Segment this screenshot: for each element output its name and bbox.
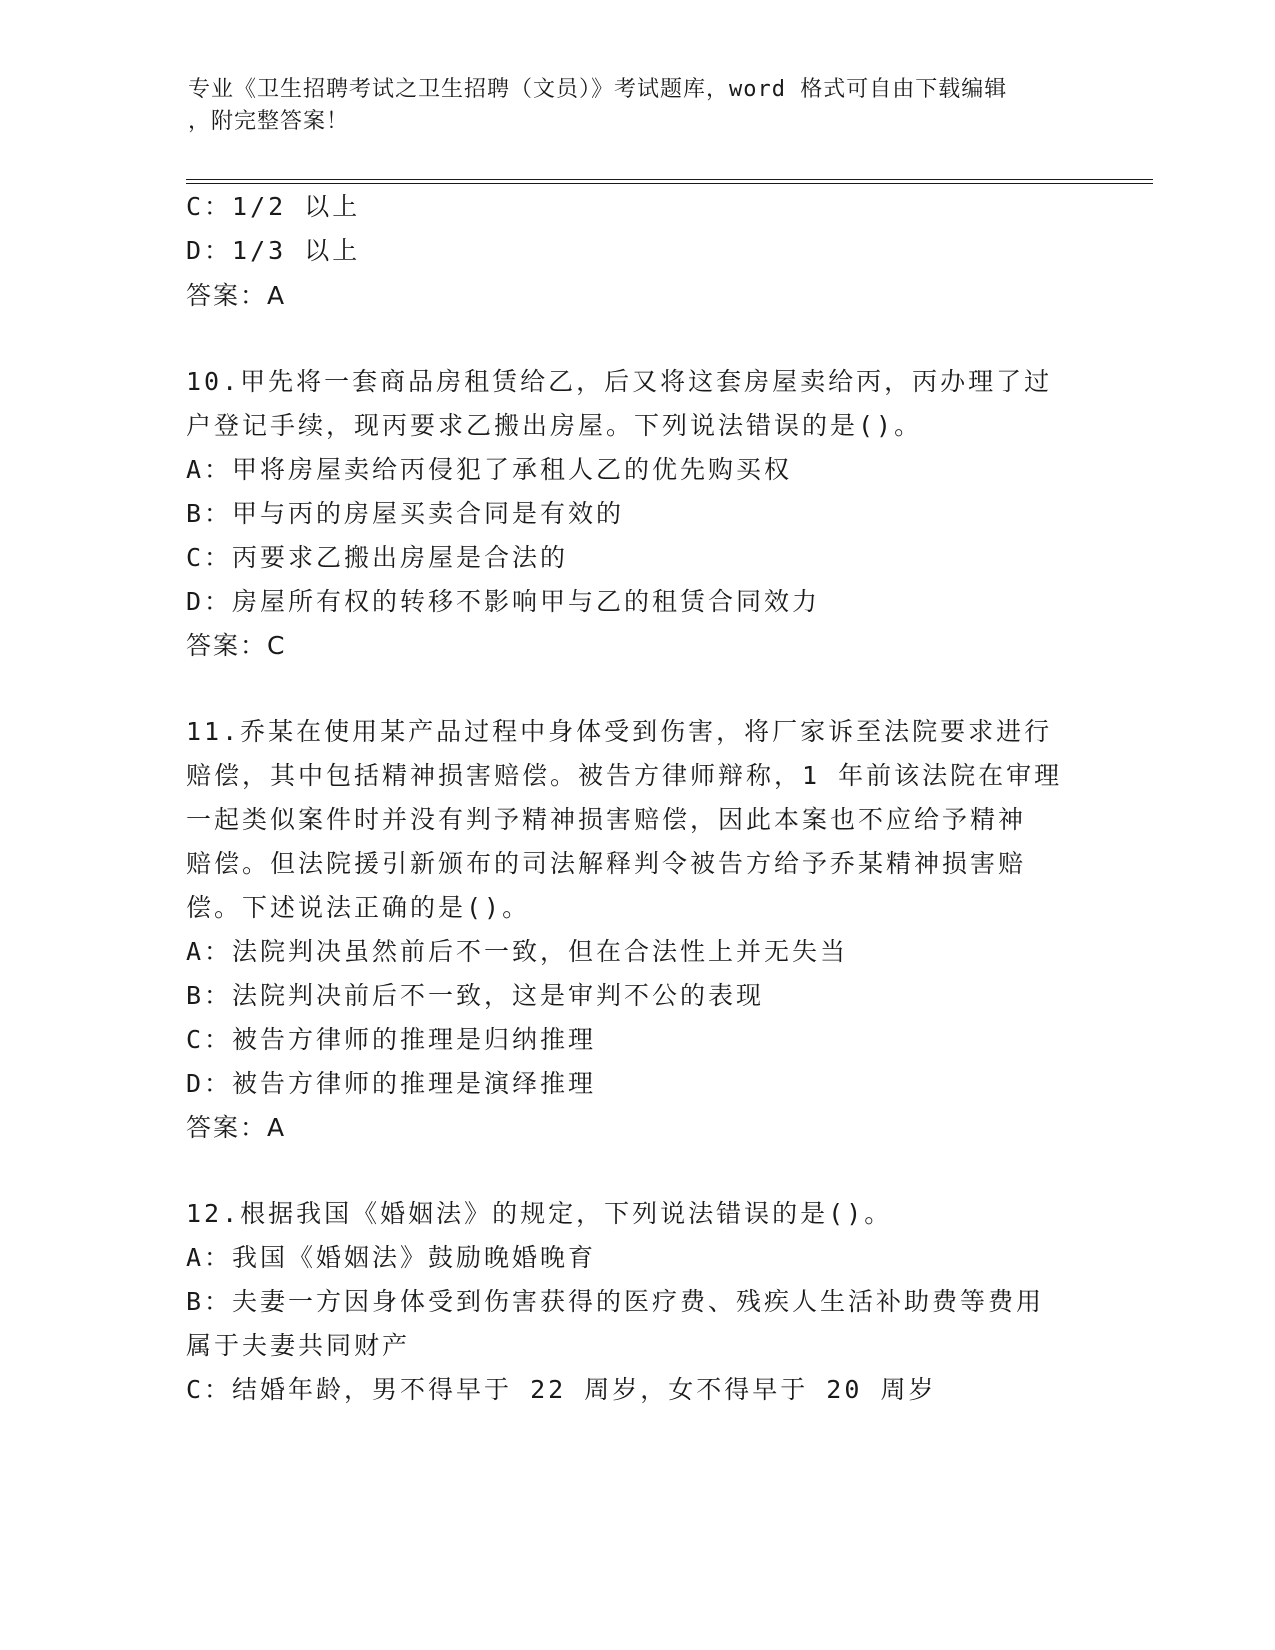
q12-stem-line-1: 12.根据我国《婚姻法》的规定，下列说法错误的是()。 bbox=[186, 1199, 893, 1228]
q11-stem-line-2: 赔偿，其中包括精神损害赔偿。被告方律师辩称，1 年前该法院在审理 bbox=[186, 761, 1063, 790]
q9-answer: 答案：A bbox=[186, 281, 287, 310]
q9-option-d: D：1/3 以上 bbox=[186, 236, 361, 265]
q11-option-a: A：法院判决虽然前后不一致，但在合法性上并无失当 bbox=[186, 937, 849, 966]
q12-option-b-line-2: 属于夫妻共同财产 bbox=[186, 1331, 411, 1360]
header-rule-bottom bbox=[186, 183, 1153, 184]
q10-option-a: A：甲将房屋卖给丙侵犯了承租人乙的优先购买权 bbox=[186, 455, 793, 484]
q10-option-c: C：丙要求乙搬出房屋是合法的 bbox=[186, 543, 569, 572]
q10-stem-line-2: 户登记手续，现丙要求乙搬出房屋。下列说法错误的是()。 bbox=[186, 411, 923, 440]
q11-stem-line-5: 偿。下述说法正确的是()。 bbox=[186, 893, 531, 922]
q11-answer: 答案：A bbox=[186, 1113, 287, 1142]
q9-option-c: C：1/2 以上 bbox=[186, 192, 361, 221]
q11-stem-line-3: 一起类似案件时并没有判予精神损害赔偿，因此本案也不应给予精神 bbox=[186, 805, 1027, 834]
q11-option-c: C：被告方律师的推理是归纳推理 bbox=[186, 1025, 597, 1054]
q12-option-b-line-1: B：夫妻一方因身体受到伤害获得的医疗费、残疾人生活补助费等费用 bbox=[186, 1287, 1045, 1316]
q10-stem-line-1: 10.甲先将一套商品房租赁给乙，后又将这套房屋卖给丙，丙办理了过 bbox=[186, 367, 1053, 396]
header-rule-top bbox=[186, 179, 1153, 180]
q11-stem-line-4: 赔偿。但法院援引新颁布的司法解释判令被告方给予乔某精神损害赔 bbox=[186, 849, 1027, 878]
header-line-2: ，附完整答案！ bbox=[188, 109, 350, 134]
q12-option-c: C：结婚年龄，男不得早于 22 周岁，女不得早于 20 周岁 bbox=[186, 1375, 937, 1404]
q10-option-d: D：房屋所有权的转移不影响甲与乙的租赁合同效力 bbox=[186, 587, 821, 616]
q10-answer: 答案：C bbox=[186, 631, 287, 660]
q10-option-b: B：甲与丙的房屋买卖合同是有效的 bbox=[186, 499, 625, 528]
document-header bbox=[188, 74, 1068, 138]
header-line-1: 专业《卫生招聘考试之卫生招聘（文员）》考试题库，word 格式可自由下载编辑 bbox=[188, 77, 1008, 102]
q12-option-a: A：我国《婚姻法》鼓励晚婚晚育 bbox=[186, 1243, 597, 1272]
q11-option-d: D：被告方律师的推理是演绎推理 bbox=[186, 1069, 597, 1098]
q11-option-b: B：法院判决前后不一致，这是审判不公的表现 bbox=[186, 981, 765, 1010]
q11-stem-line-1: 11.乔某在使用某产品过程中身体受到伤害，将厂家诉至法院要求进行 bbox=[186, 717, 1053, 746]
